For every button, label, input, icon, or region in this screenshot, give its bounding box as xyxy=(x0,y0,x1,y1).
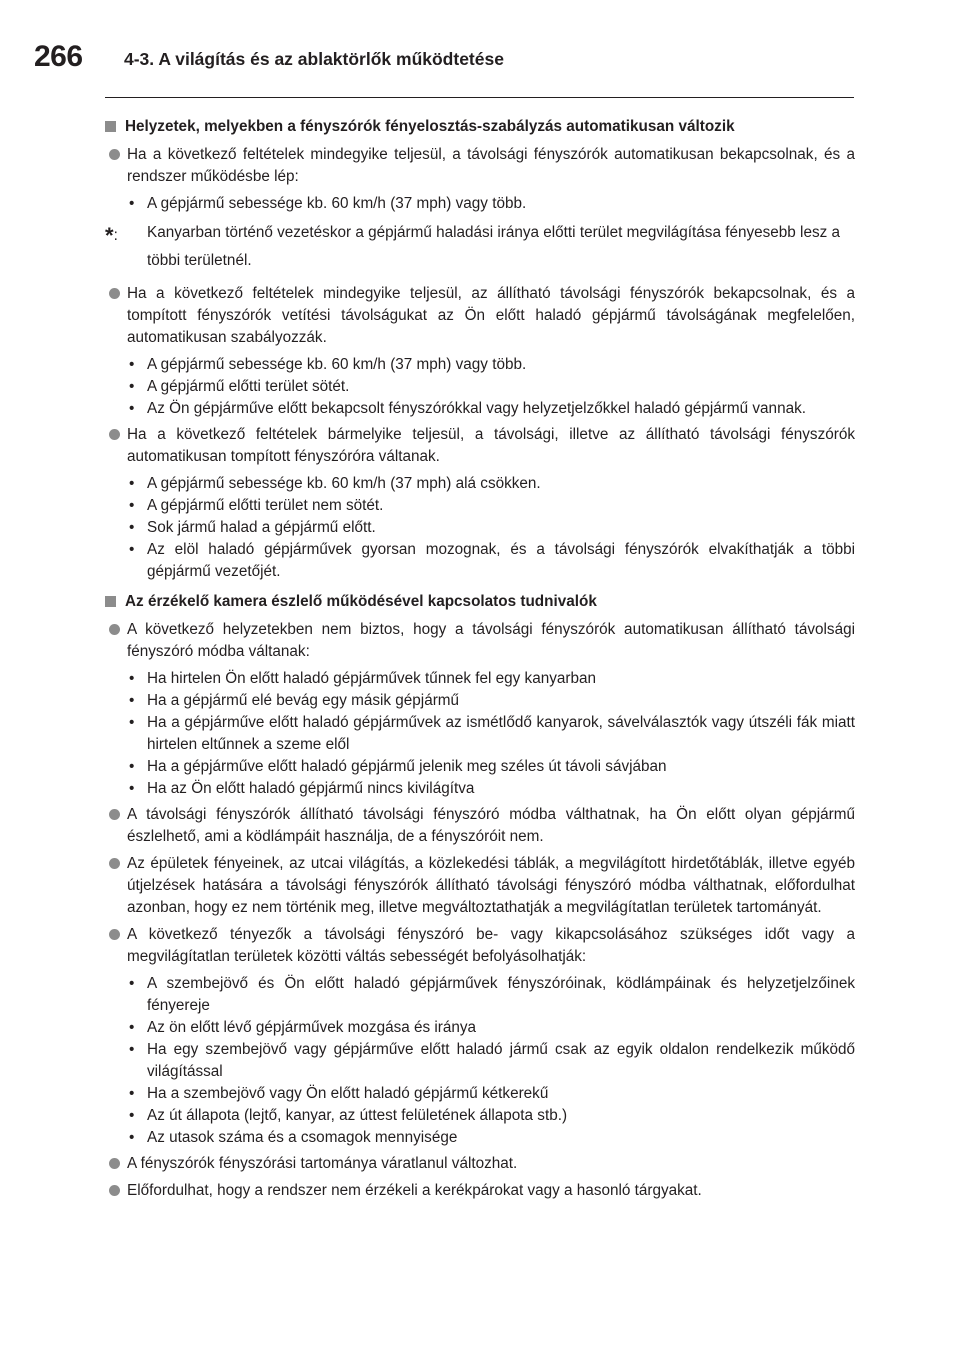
condition-list xyxy=(105,193,855,215)
paragraph: Előfordulhat, hogy a rendszer nem érzékeli a kerékpárokat vagy a hasonló tárgyakat. xyxy=(105,1180,855,1202)
list-item xyxy=(105,1083,855,1105)
list-item xyxy=(105,1127,855,1149)
bullet-icon: • xyxy=(129,1019,135,1036)
page-content xyxy=(105,108,855,1207)
paragraph: Az épületek fényeinek, az utcai világítás, a közlekedési táblák, a megvilágított hirdetőtáblák, illetve egyéb útjelzések hatására a távolsági fényszórók állítható távolsági fényszóró módba válthatnak, előfordulhat azonban, hogy ez nem történik meg, illetve megváltoztathatják a megvilágítatlan területek tartományát. xyxy=(105,853,855,919)
list-item xyxy=(105,517,855,539)
bullet-icon: • xyxy=(129,1041,135,1058)
list-item-text: Az Ön gépjárműve előtt bekapcsolt fényszórókkal vagy helyzetjelzőkkel haladó gépjármű vannak. xyxy=(147,400,806,417)
round-bullet-icon xyxy=(109,1158,120,1169)
paragraph: Ha a következő feltételek mindegyike teljesül, az állítható távolsági fényszórók bekapcsolnak, és a tompított fényszórók vetítési távolságukat az Ön előtt haladó gépjármű távolságának megfelelően, automatikusan szabályozzák. xyxy=(105,283,855,349)
list-item-text: A gépjármű sebessége kb. 60 km/h (37 mph) alá csökken. xyxy=(147,475,541,492)
list-item-text: Sok jármű halad a gépjármű előtt. xyxy=(147,519,376,536)
list-item xyxy=(105,376,855,398)
list-item-text: Az utasok száma és a csomagok mennyisége xyxy=(147,1129,458,1146)
list-item xyxy=(105,473,855,495)
list-item xyxy=(105,1039,855,1083)
bullet-icon: • xyxy=(129,519,135,536)
list-item-text: Ha egy szembejövő vagy gépjárműve előtt haladó jármű csak az egyik oldalon rendelkezik működő világítással xyxy=(147,1041,855,1080)
paragraph: A következő tényezők a távolsági fényszóró be- vagy kikapcsolásához szükséges időt vagy a megvilágítatlan területek közötti váltás sebességét befolyásolhatják: xyxy=(105,924,855,968)
square-bullet-icon xyxy=(105,596,116,607)
round-bullet-icon xyxy=(109,149,120,160)
list-item xyxy=(105,690,855,712)
bullet-icon: • xyxy=(129,975,135,992)
list-item xyxy=(105,398,855,420)
list-item-text: Az elöl haladó gépjárművek gyorsan mozognak, és a távolsági fényszórók elvakíthatják a többi gépjármű vezetőjét. xyxy=(147,541,855,580)
round-bullet-icon xyxy=(109,809,120,820)
round-bullet-icon xyxy=(109,429,120,440)
bullet-icon: • xyxy=(129,356,135,373)
bullet-icon: • xyxy=(129,1129,135,1146)
list-item-text: Ha az Ön előtt haladó gépjármű nincs kivilágítva xyxy=(147,780,475,797)
list-item-text: Ha a szembejövő vagy Ön előtt haladó gépjármű kétkerekű xyxy=(147,1085,549,1102)
paragraph: A fényszórók fényszórási tartománya váratlanul változhat. xyxy=(105,1153,855,1175)
footnote-text: Kanyarban történő vezetéskor a gépjármű haladási iránya előtti terület megvilágítása fényesebb lesz a többi területnél. xyxy=(147,224,841,269)
bullet-icon: • xyxy=(129,1107,135,1124)
footnote: *: Kanyarban történő vezetéskor a gépjármű haladási iránya előtti terület megvilágítása fényesebb lesz a többi területnél. xyxy=(105,223,841,269)
bullet-icon: • xyxy=(129,692,135,709)
bullet-icon: • xyxy=(129,714,135,731)
paragraph: Ha a következő feltételek bármelyike teljesül, a távolsági, illetve az állítható távolsági fényszórók automatikusan tompított fényszóróra váltanak. xyxy=(105,424,855,468)
bullet-icon: • xyxy=(129,195,135,212)
list-item xyxy=(105,495,855,517)
bullet-icon: • xyxy=(129,497,135,514)
bullet-icon: • xyxy=(129,758,135,775)
list-item-text: Ha a gépjárműve előtt haladó gépjárművek az ismétlődő kanyarok, sávelválasztók vagy útszéli fák miatt hirtelen eltűnnek a szeme elől xyxy=(147,714,855,753)
asterisk-icon: * xyxy=(105,223,114,248)
round-bullet-icon xyxy=(109,288,120,299)
list-item-text: Az ön előtt lévő gépjárművek mozgása és iránya xyxy=(147,1019,477,1036)
page-number: 266 xyxy=(34,40,83,73)
list-item-text: A szembejövő és Ön előtt haladó gépjárművek fényszóróinak, ködlámpáinak és helyzetjelzőinek fényereje xyxy=(147,975,855,1014)
section-title: Helyzetek, melyekben a fényszórók fényelosztás-szabályzás automatikusan változik xyxy=(105,116,855,138)
paragraph: A következő helyzetekben nem biztos, hogy a távolsági fényszórók automatikusan állítható távolsági fényszóró módba váltanak: xyxy=(105,619,855,663)
list-item xyxy=(105,756,855,778)
list-item-text: Ha hirtelen Ön előtt haladó gépjárművek tűnnek fel egy kanyarban xyxy=(147,670,596,687)
bullet-icon: • xyxy=(129,541,135,558)
condition-list xyxy=(105,668,855,800)
list-item-text: A gépjármű előtti terület nem sötét. xyxy=(147,497,384,514)
round-bullet-icon xyxy=(109,858,120,869)
list-item xyxy=(105,1105,855,1127)
bullet-icon: • xyxy=(129,780,135,797)
list-item xyxy=(105,712,855,756)
list-item xyxy=(105,1017,855,1039)
paragraph: Ha a következő feltételek mindegyike teljesül, a távolsági fényszórók automatikusan bekapcsolnak, és a rendszer működésbe lép: xyxy=(105,144,855,188)
round-bullet-icon xyxy=(109,929,120,940)
list-item xyxy=(105,193,855,215)
condition-list xyxy=(105,354,855,420)
bullet-icon: • xyxy=(129,400,135,417)
square-bullet-icon xyxy=(105,121,116,132)
list-item-text: A gépjármű sebessége kb. 60 km/h (37 mph) vagy több. xyxy=(147,356,527,373)
list-item xyxy=(105,668,855,690)
condition-list xyxy=(105,473,855,583)
page-header xyxy=(34,40,864,80)
list-item-text: Az út állapota (lejtő, kanyar, az úttest felületének állapota stb.) xyxy=(147,1107,568,1124)
list-item-text: A gépjármű előtti terület sötét. xyxy=(147,378,350,395)
bullet-icon: • xyxy=(129,475,135,492)
condition-list xyxy=(105,973,855,1149)
section-camera-sensor xyxy=(105,591,855,1202)
list-item xyxy=(105,778,855,800)
bullet-icon: • xyxy=(129,670,135,687)
bullet-icon: • xyxy=(129,1085,135,1102)
section-light-distribution xyxy=(105,116,855,583)
list-item xyxy=(105,539,855,583)
round-bullet-icon xyxy=(109,1185,120,1196)
list-item xyxy=(105,354,855,376)
bullet-icon: • xyxy=(129,378,135,395)
section-title: Az érzékelő kamera észlelő működésével kapcsolatos tudnivalók xyxy=(105,591,855,613)
list-item-text: Ha a gépjárműve előtt haladó gépjármű jelenik meg széles út távoli sávjában xyxy=(147,758,667,775)
list-item-text: Ha a gépjármű elé bevág egy másik gépjármű xyxy=(147,692,460,709)
header-divider xyxy=(105,97,854,98)
chapter-title: 4-3. A világítás és az ablaktörlők működtetése xyxy=(124,49,504,69)
round-bullet-icon xyxy=(109,624,120,635)
list-item-text: A gépjármű sebessége kb. 60 km/h (37 mph) vagy több. xyxy=(147,195,527,212)
paragraph: A távolsági fényszórók állítható távolsági fényszóró módba válthatnak, ha Ön előtt olyan gépjármű észlelhető, ami a ködlámpáit használja, de a fényszóróit nem. xyxy=(105,804,855,848)
list-item xyxy=(105,973,855,1017)
